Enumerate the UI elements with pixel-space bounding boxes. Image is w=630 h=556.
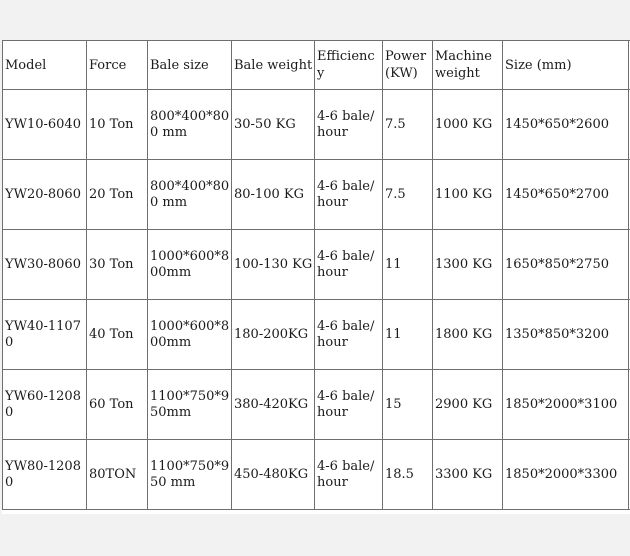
cell-efficiency: 4-6 bale/hour — [315, 90, 383, 160]
cell-bale-weight: 30-50 KG — [232, 90, 315, 160]
header-model: Model — [3, 41, 87, 90]
cell-size: 1850*2000*3300 — [503, 440, 629, 510]
header-bale-weight: Bale weight — [232, 41, 315, 90]
cell-force: 60 Ton — [87, 370, 148, 440]
spec-table — [2, 40, 630, 510]
cell-machine-weight: 1100 KG — [433, 160, 503, 230]
cell-bale-size: 1000*600*800mm — [148, 230, 232, 300]
table-row — [3, 440, 630, 510]
cell-machine-weight: 2900 KG — [433, 370, 503, 440]
cell-force: 40 Ton — [87, 300, 148, 370]
cell-model: YW30-8060 — [3, 230, 87, 300]
cell-power: 11 — [383, 230, 433, 300]
cell-machine-weight: 1000 KG — [433, 90, 503, 160]
table-header-row — [3, 41, 630, 90]
cell-efficiency: 4-6 bale/hour — [315, 160, 383, 230]
header-machine-weight: Machine weight — [433, 41, 503, 90]
cell-efficiency: 4-6 bale/hour — [315, 440, 383, 510]
cell-efficiency: 4-6 bale/hour — [315, 230, 383, 300]
cell-bale-weight: 380-420KG — [232, 370, 315, 440]
cell-machine-weight: 1300 KG — [433, 230, 503, 300]
cell-power: 11 — [383, 300, 433, 370]
cell-model: YW40-11070 — [3, 300, 87, 370]
cell-force: 20 Ton — [87, 160, 148, 230]
table-row — [3, 90, 630, 160]
cell-model: YW20-8060 — [3, 160, 87, 230]
table-row — [3, 230, 630, 300]
cell-size: 1350*850*3200 — [503, 300, 629, 370]
cell-model: YW60-12080 — [3, 370, 87, 440]
cell-bale-weight: 100-130 KG — [232, 230, 315, 300]
cell-bale-weight: 180-200KG — [232, 300, 315, 370]
cell-machine-weight: 3300 KG — [433, 440, 503, 510]
cell-bale-size: 800*400*800 mm — [148, 160, 232, 230]
header-force: Force — [87, 41, 148, 90]
table-row — [3, 160, 630, 230]
cell-model: YW10-6040 — [3, 90, 87, 160]
cell-bale-weight: 450-480KG — [232, 440, 315, 510]
cell-bale-size: 1100*750*950mm — [148, 370, 232, 440]
cell-bale-size: 1000*600*800mm — [148, 300, 232, 370]
spec-table-body — [3, 41, 630, 510]
spec-table-container — [2, 40, 630, 514]
cell-bale-size: 1100*750*950 mm — [148, 440, 232, 510]
cell-size: 1450*650*2700 — [503, 160, 629, 230]
cell-force: 30 Ton — [87, 230, 148, 300]
header-efficiency: Efficiency — [315, 41, 383, 90]
cell-model: YW80-12080 — [3, 440, 87, 510]
header-size: Size (mm) — [503, 41, 629, 90]
table-row — [3, 370, 630, 440]
cell-size: 1650*850*2750 — [503, 230, 629, 300]
cell-power: 15 — [383, 370, 433, 440]
header-bale-size: Bale size — [148, 41, 232, 90]
cell-bale-size: 800*400*800 mm — [148, 90, 232, 160]
cell-power: 18.5 — [383, 440, 433, 510]
cell-size: 1450*650*2600 — [503, 90, 629, 160]
cell-efficiency: 4-6 bale/hour — [315, 370, 383, 440]
cell-machine-weight: 1800 KG — [433, 300, 503, 370]
cell-force: 80TON — [87, 440, 148, 510]
cell-efficiency: 4-6 bale/hour — [315, 300, 383, 370]
table-row — [3, 300, 630, 370]
cell-power: 7.5 — [383, 90, 433, 160]
cell-bale-weight: 80-100 KG — [232, 160, 315, 230]
header-power: Power (KW) — [383, 41, 433, 90]
cell-power: 7.5 — [383, 160, 433, 230]
cell-size: 1850*2000*3100 — [503, 370, 629, 440]
cell-force: 10 Ton — [87, 90, 148, 160]
